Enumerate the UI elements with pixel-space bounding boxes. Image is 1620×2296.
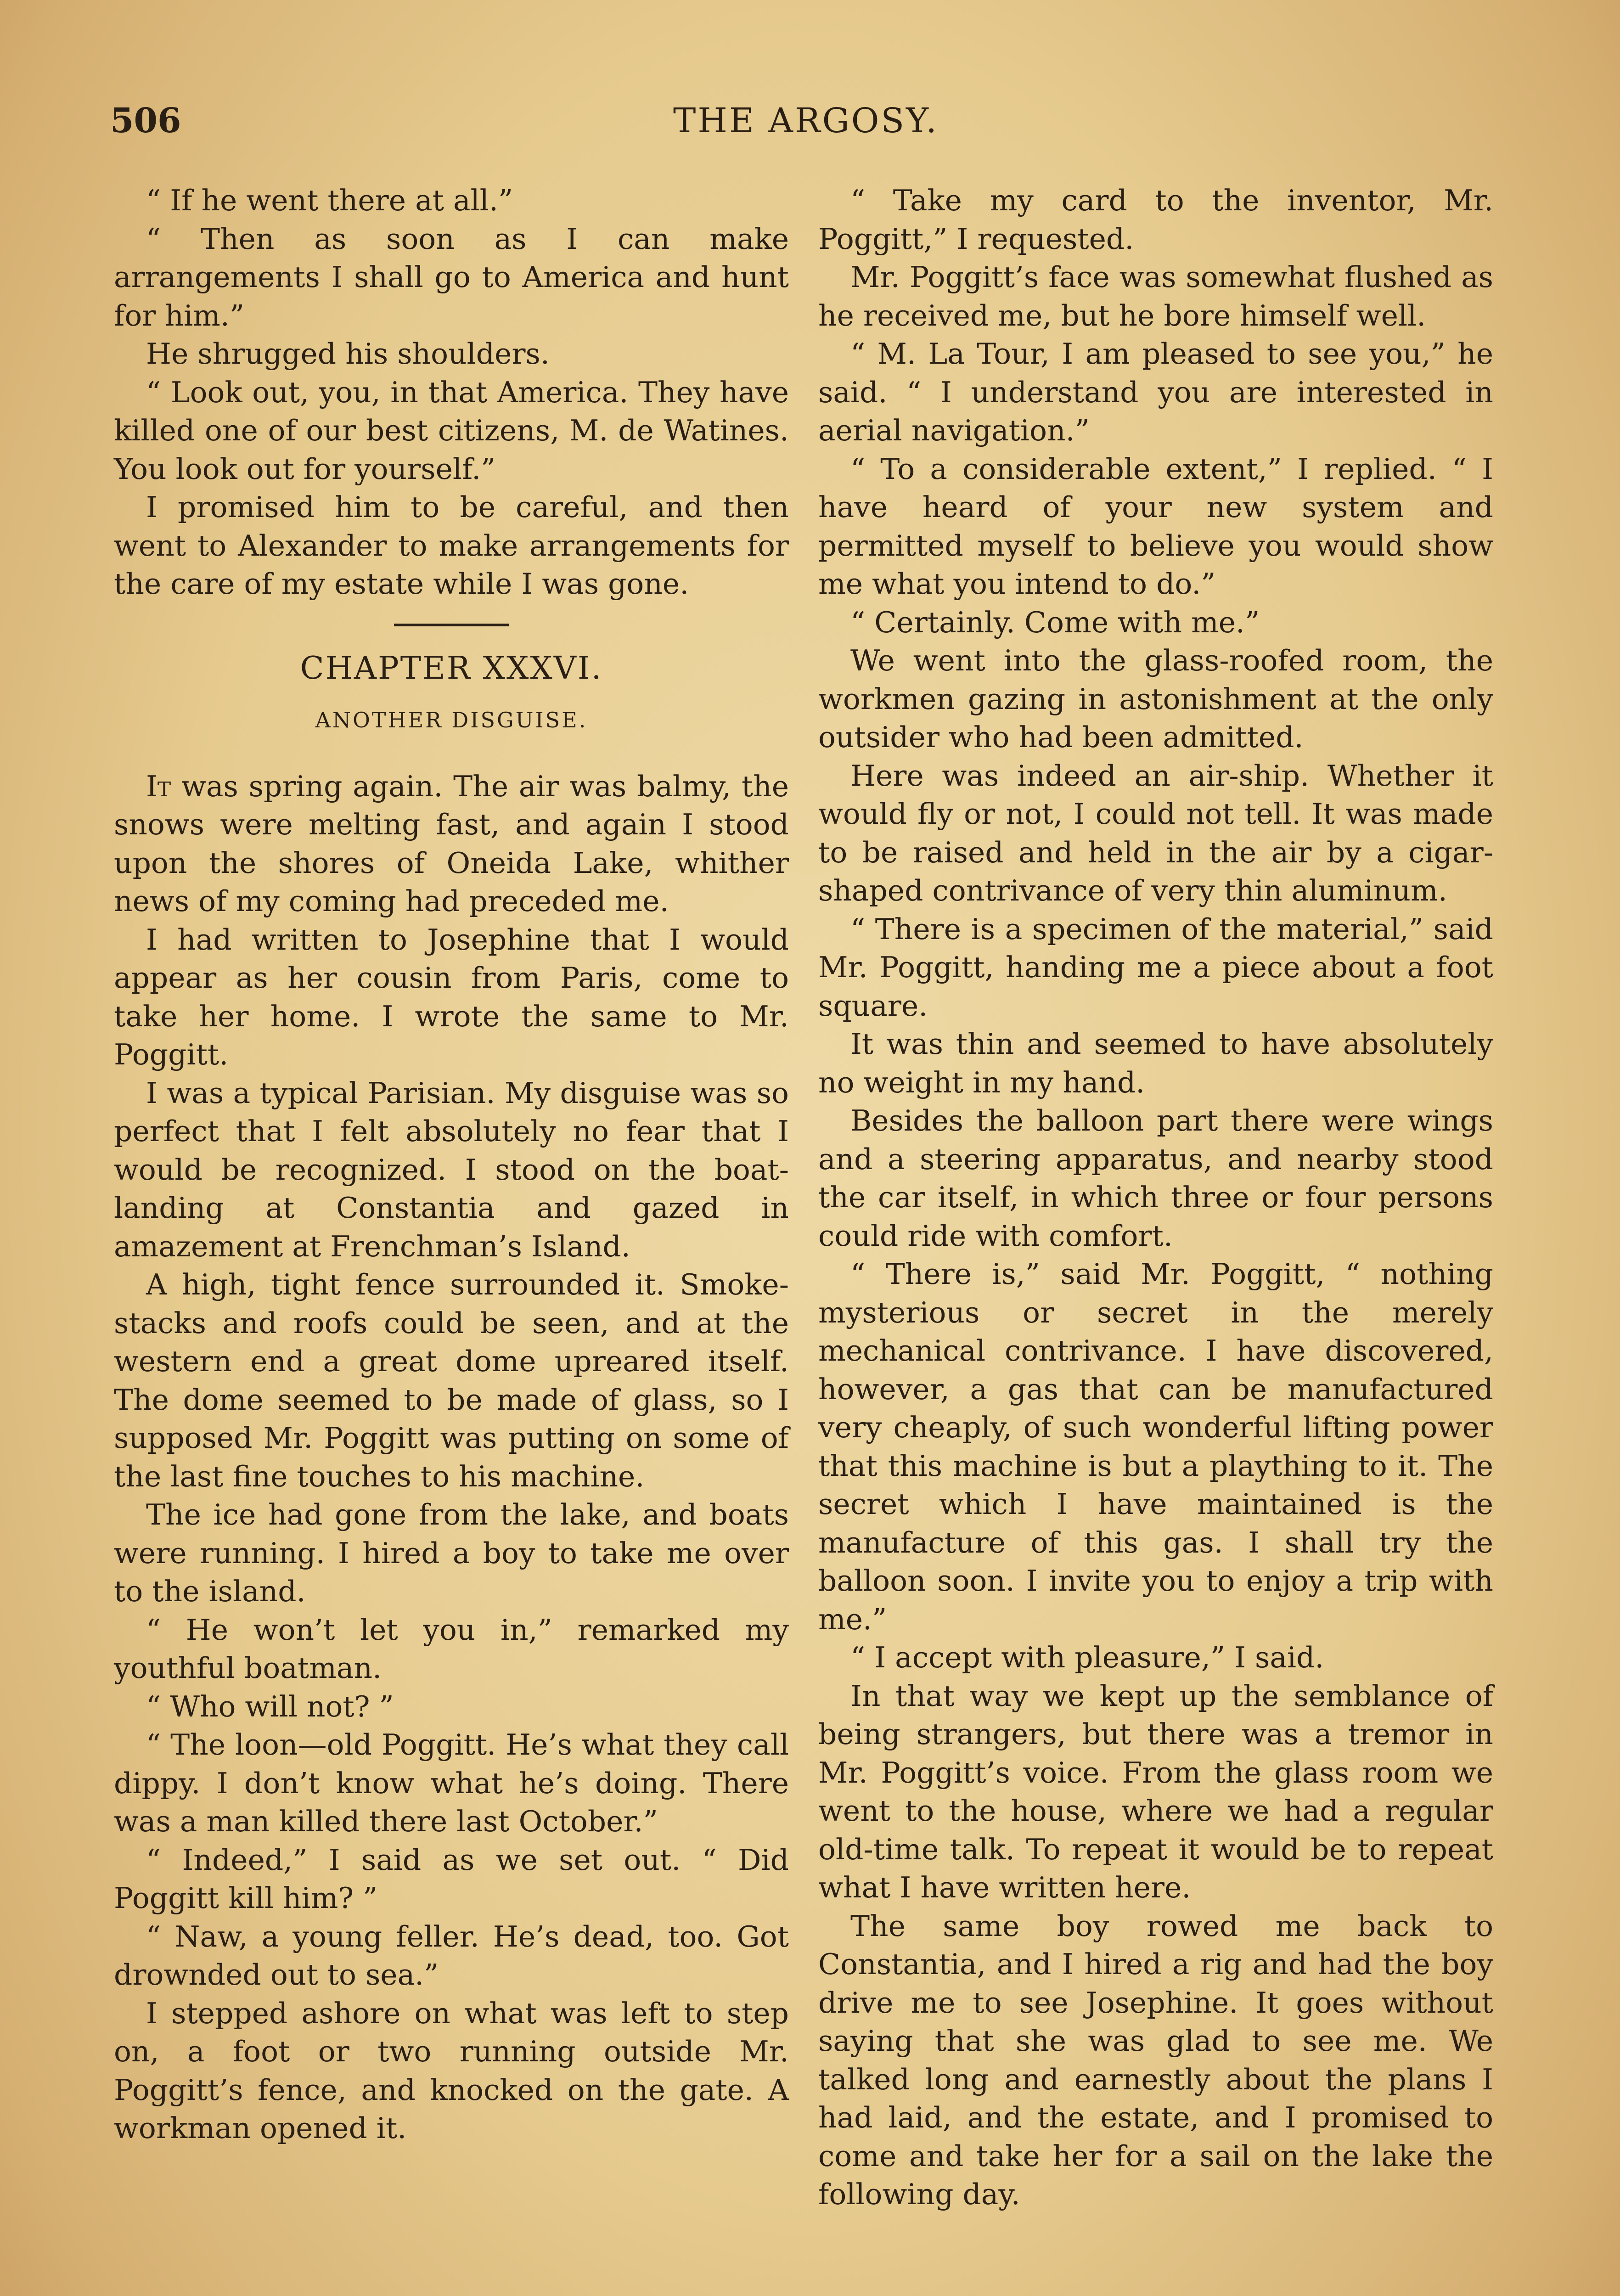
page-number: 506 bbox=[110, 101, 181, 141]
paragraph: “ To a considerable extent,” I replied. “ I have heard of your new system and permitted myself to believe you would show me what you intend to do.” bbox=[818, 452, 1493, 601]
chapter-opening-paragraph bbox=[114, 767, 789, 921]
paragraph: Mr. Poggitt’s face was somewhat flushed as he received me, but he bore himself well. bbox=[818, 260, 1493, 332]
chapter-title: CHAPTER XXXVI. bbox=[300, 650, 603, 687]
paragraph: I stepped ashore on what was left to step on, a foot or two running outside Mr. Poggitt’s fence, and knocked on the gate. A workman opened it. bbox=[114, 1996, 789, 2145]
paragraph: The ice had gone from the lake, and boats were running. I hired a boy to take me over to the island. bbox=[114, 1498, 789, 1608]
paragraph: Besides the balloon part there were wings and a steering apparatus, and nearby stood the car itself, in which three or four persons could ride with comfort. bbox=[818, 1104, 1493, 1253]
section-divider bbox=[394, 624, 509, 626]
page-header bbox=[110, 101, 1502, 156]
paragraph: “ M. La Tour, I am pleased to see you,” he said. “ I understand you are interested in aerial navigation.” bbox=[818, 337, 1493, 447]
opening-text: was spring again. The air was balmy, the snows were melting fast, and again I stood upon the shores of Oneida Lake, whither news of my coming had preceded me. bbox=[114, 769, 789, 918]
paragraph: “ Naw, a young feller. He’s dead, too. Got drownded out to sea.” bbox=[114, 1919, 789, 1992]
paragraph: “ He won’t let you in,” remarked my youthful boatman. bbox=[114, 1613, 789, 1685]
paragraph: We went into the glass-roofed room, the workmen gazing in astonishment at the only outsider who had been admitted. bbox=[818, 644, 1493, 754]
paragraph: The same boy rowed me back to Constantia, and I hired a rig and had the boy drive me to see Josephine. It goes without saying that she was glad to see me. We talked long and earnestly about the plans I had laid, and the estate, and I promised to come and take her for a sail on the lake the following day. bbox=[818, 1909, 1493, 2211]
paragraph: “ Certainly. Come with me.” bbox=[850, 605, 1260, 639]
opening-word: It bbox=[146, 769, 171, 803]
paragraph: He shrugged his shoulders. bbox=[146, 337, 550, 371]
left-column bbox=[114, 181, 789, 2148]
paragraph: “ If he went there at all.” bbox=[146, 184, 513, 217]
paragraph: It was thin and seemed to have absolutely no weight in my hand. bbox=[818, 1027, 1493, 1099]
right-column bbox=[818, 181, 1493, 2214]
paragraph: In that way we kept up the semblance of being strangers, but there was a tremor in Mr. Poggitt’s voice. From the glass room we went to the house, where we had a regular old-time talk. To repeat it would be to repeat what I have written here. bbox=[818, 1679, 1493, 1904]
chapter-subtitle: ANOTHER DISGUISE. bbox=[315, 708, 588, 732]
paragraph: “ I accept with pleasure,” I said. bbox=[850, 1641, 1324, 1674]
paragraph: A high, tight fence surrounded it. Smoke-stacks and roofs could be seen, and at the western end a great dome upreared itself. The dome seemed to be made of glass, so I supposed Mr. Poggitt was putting on some of the last fine touches to his machine. bbox=[114, 1268, 789, 1493]
paragraph: “ Look out, you, in that America. They have killed one of our best citizens, M. de Watines. You look out for yourself.” bbox=[114, 375, 789, 486]
paragraph: I promised him to be careful, and then went to Alexander to make arrangements for the care of my estate while I was gone. bbox=[114, 490, 789, 601]
paragraph: I was a typical Parisian. My disguise was so perfect that I felt absolutely no fear that I would be recognized. I stood on the boat-landing at Constantia and gazed in amazement at Frenchman’s Island. bbox=[114, 1076, 789, 1263]
paragraph: “ There is,” said Mr. Poggitt, “ nothing mysterious or secret in the merely mechanical contrivance. I have discovered, however, a gas that can be manufactured very cheaply, of such wonderful lifting power that this machine is but a plaything to it. The secret which I have maintained is the manufacture of this gas. I shall try the balloon soon. I invite you to enjoy a trip with me.” bbox=[818, 1257, 1493, 1636]
paragraph: I had written to Josephine that I would appear as her cousin from Paris, come to take her home. I wrote the same to Mr. Poggitt. bbox=[114, 923, 789, 1071]
paragraph: Here was indeed an air-ship. Whether it would fly or not, I could not tell. It was made to be raised and held in the air by a cigar-shaped contrivance of very thin aluminum. bbox=[818, 759, 1493, 907]
paragraph: “ Then as soon as I can make arrangements I shall go to America and hunt for him.” bbox=[114, 222, 789, 332]
paragraph: “ Take my card to the inventor, Mr. Poggitt,” I requested. bbox=[818, 184, 1493, 256]
paragraph: “ The loon—old Poggitt. He’s what they call dippy. I don’t know what he’s doing. There was a man killed there last October.” bbox=[114, 1728, 789, 1838]
paragraph: “ There is a specimen of the material,” said Mr. Poggitt, handing me a piece about a foot square. bbox=[818, 912, 1493, 1023]
paragraph: “ Who will not? ” bbox=[146, 1689, 394, 1723]
paragraph: “ Indeed,” I said as we set out. “ Did Poggitt kill him? ” bbox=[114, 1843, 789, 1915]
running-head: THE ARGOSY. bbox=[673, 101, 939, 141]
